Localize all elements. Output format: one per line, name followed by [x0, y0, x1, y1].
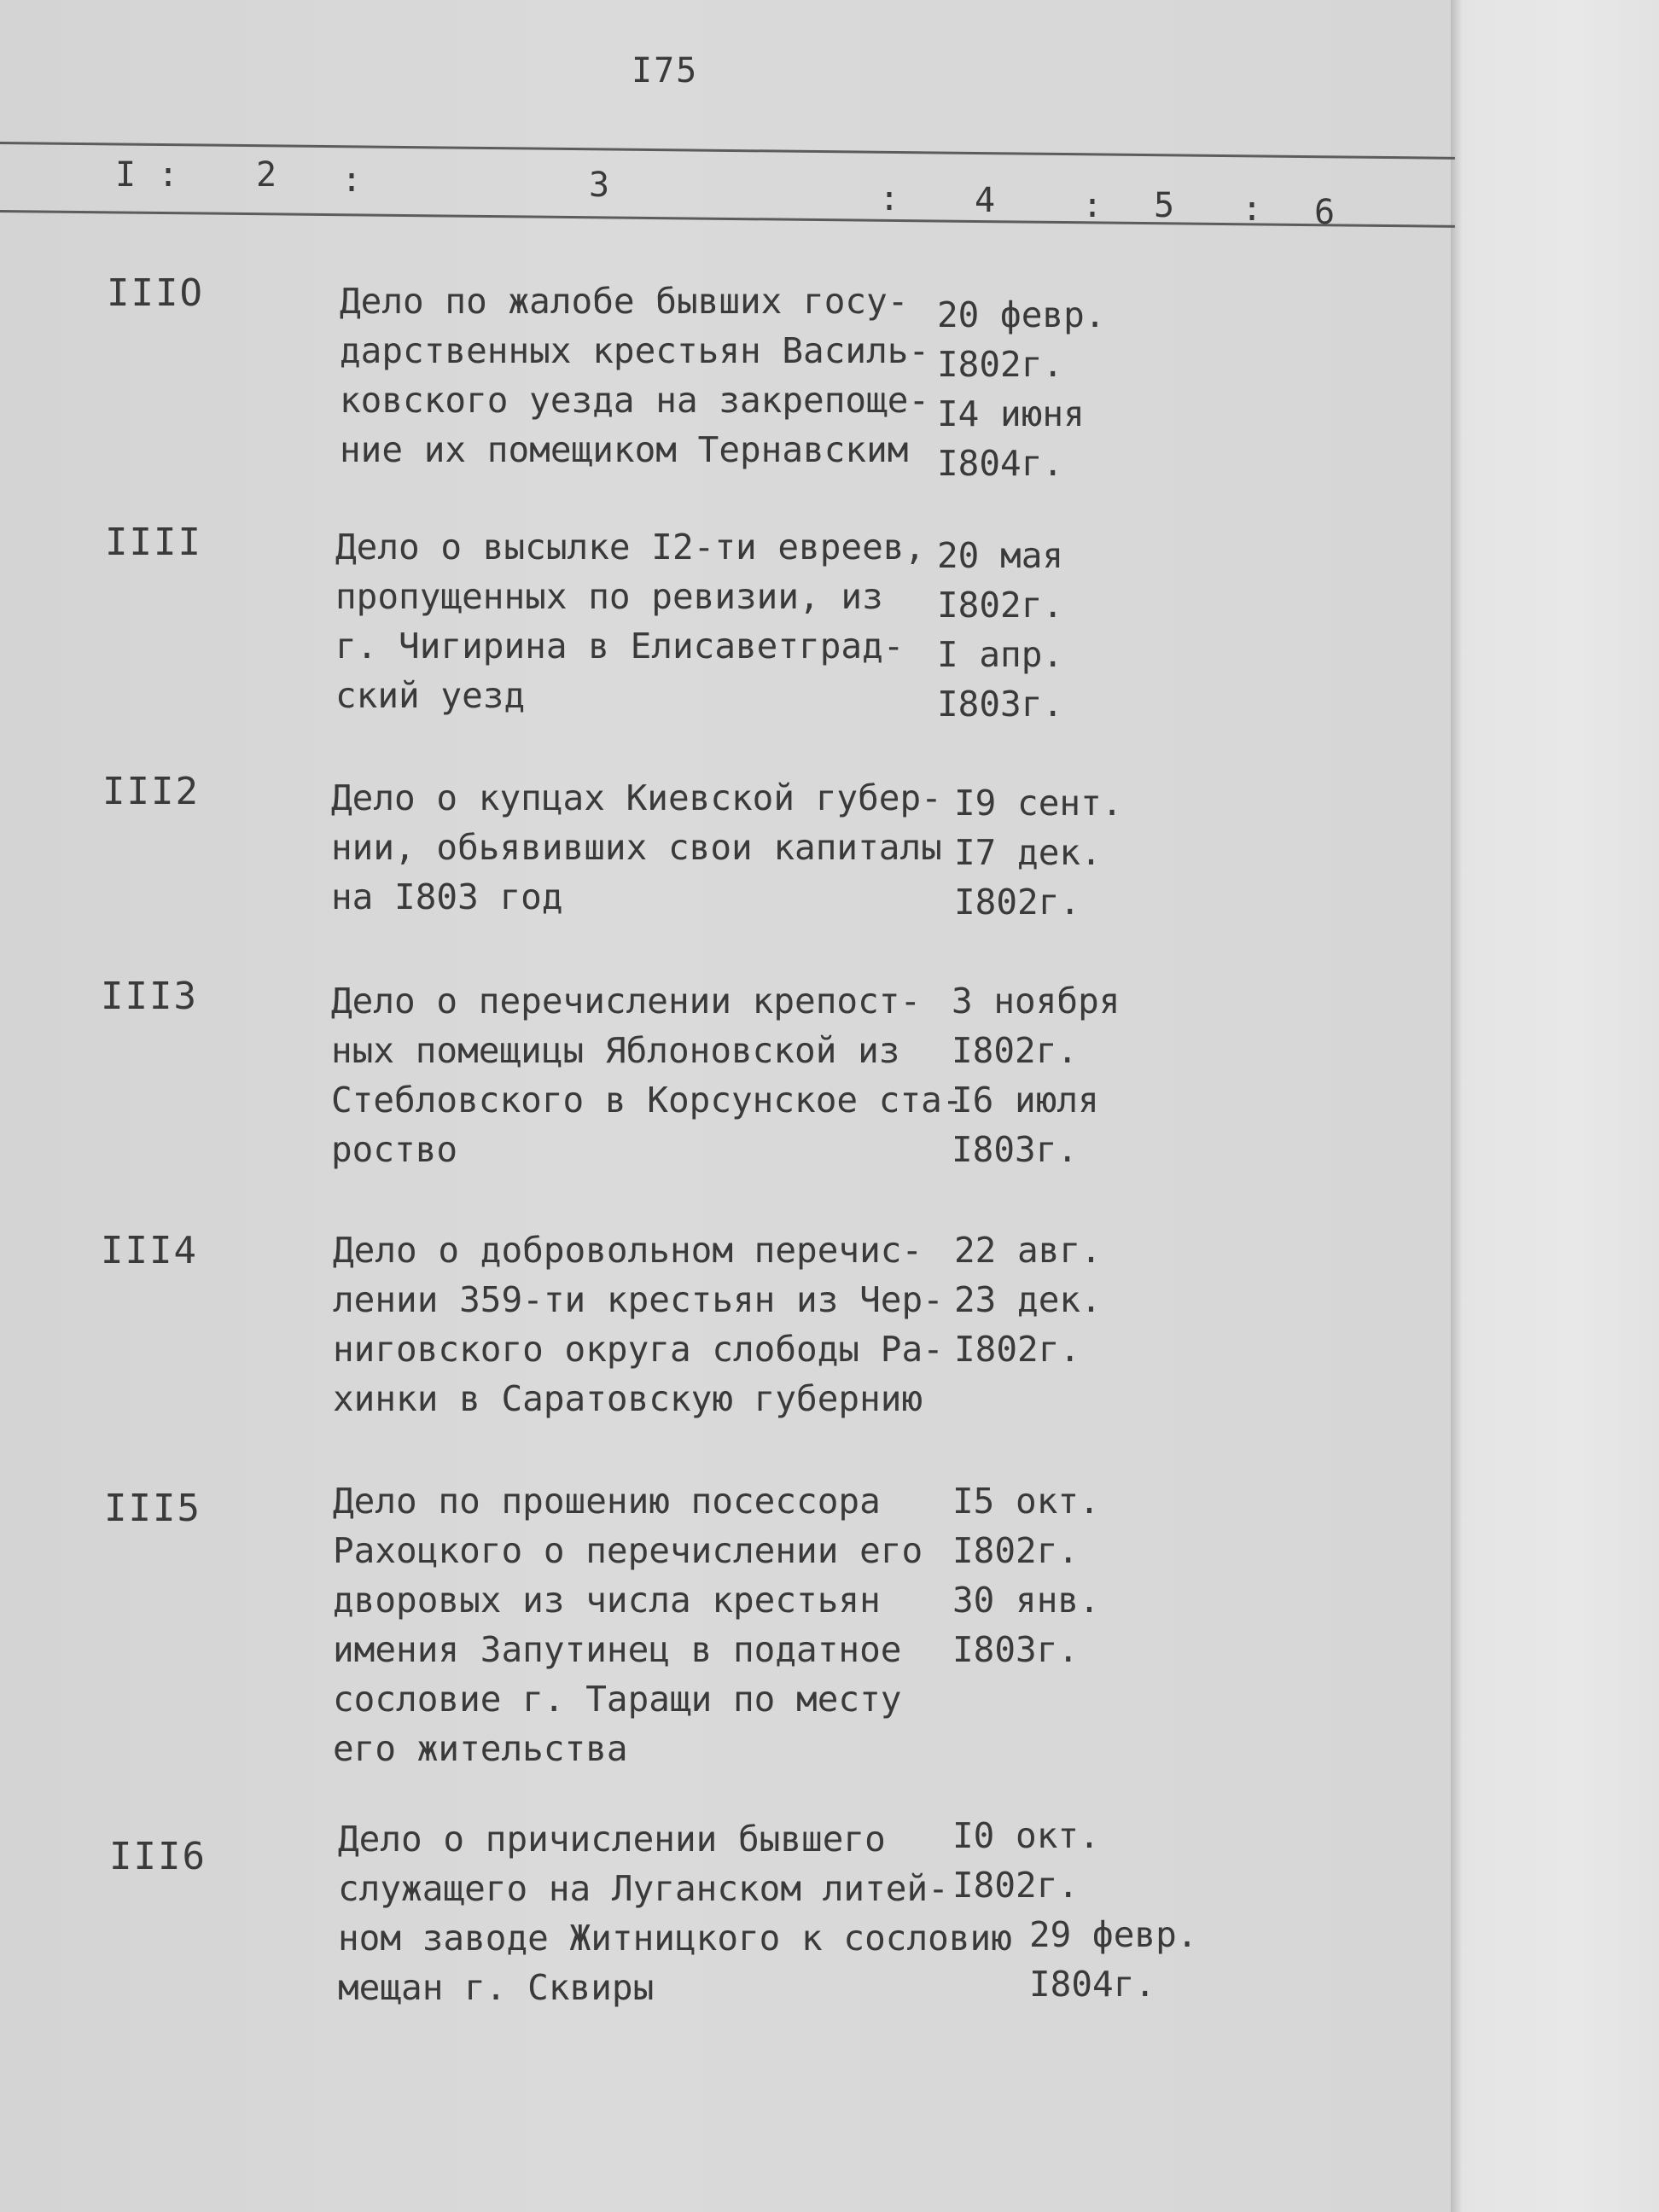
- date-line: I6 июля: [952, 1080, 1099, 1121]
- date-line: I802г.: [954, 882, 1081, 923]
- date-line: I804г.: [937, 443, 1064, 484]
- description-line: ниговского округа слободы Ра-: [333, 1329, 944, 1370]
- column-header-6: 6: [1314, 193, 1336, 232]
- date-line: 30 янв.: [952, 1580, 1100, 1621]
- date-line: I802г.: [952, 1530, 1080, 1571]
- description-line: Дело по жалобе бывших госу-: [340, 281, 909, 322]
- description-line: на I803 год: [331, 876, 563, 917]
- date-line: I803г.: [937, 684, 1064, 725]
- date-line: I802г.: [954, 1329, 1081, 1370]
- description-line: хинки в Саратовскую губернию: [333, 1378, 923, 1419]
- column-separator: :: [1242, 189, 1263, 229]
- description-line: дарственных крестьян Василь-: [340, 330, 930, 371]
- date-line: 3 ноября: [952, 981, 1121, 1022]
- column-separator: :: [158, 155, 179, 195]
- description-line: ных помещицы Яблоновской из: [331, 1030, 900, 1071]
- entry-dates-first: [952, 1811, 1100, 1910]
- column-header-4: 4: [975, 181, 996, 220]
- date-line: I апр.: [937, 634, 1064, 675]
- entry-description: [335, 522, 925, 720]
- date-line: 22 авг.: [954, 1230, 1102, 1271]
- description-line: его жительства: [333, 1728, 628, 1769]
- description-line: Стебловского в Корсунское ста-: [331, 1080, 963, 1121]
- date-line: I802г.: [937, 585, 1064, 626]
- entry-number: III4: [101, 1229, 198, 1272]
- entry-number: III2: [102, 770, 200, 813]
- column-header-3: 3: [589, 166, 610, 205]
- date-line: I804г.: [1029, 1964, 1156, 2005]
- description-line: роство: [331, 1129, 458, 1170]
- description-line: Дело о перечислении крепост-: [331, 981, 922, 1022]
- date-line: 29 февр.: [1029, 1914, 1198, 1955]
- entry-dates-second: [1029, 1910, 1197, 2009]
- description-line: пропущенных по ревизии, из: [335, 576, 883, 617]
- date-line: 20 февр.: [937, 294, 1106, 335]
- entry-description: [340, 276, 929, 474]
- date-line: I803г.: [952, 1629, 1080, 1670]
- entry-dates: [937, 290, 1105, 488]
- description-line: сословие г. Таращи по месту: [333, 1679, 902, 1720]
- date-line: I5 окт.: [952, 1481, 1100, 1522]
- column-separator: :: [879, 179, 900, 218]
- description-line: Дело о причислении бывшего: [338, 1819, 886, 1860]
- description-line: Дело о добровольном перечис-: [333, 1230, 923, 1271]
- description-line: нии, обьявивших свои капиталы: [331, 827, 942, 868]
- date-line: I802г.: [952, 1865, 1080, 1906]
- description-line: ном заводе Житницкого к сословию: [338, 1918, 1012, 1959]
- date-line: 23 дек.: [954, 1279, 1102, 1320]
- entry-description: [331, 976, 963, 1174]
- date-line: I802г.: [952, 1030, 1079, 1071]
- description-line: г. Чигирина в Елисаветград-: [335, 626, 905, 667]
- date-line: I802г.: [937, 344, 1064, 385]
- entry-description: [333, 1476, 923, 1773]
- entry-description: [333, 1225, 944, 1423]
- entry-dates: [954, 778, 1122, 927]
- entry-number: III3: [101, 975, 198, 1018]
- entry-dates: [954, 1225, 1102, 1374]
- description-line: Дело по прошению посессора: [333, 1481, 881, 1522]
- date-line: 20 мая: [937, 535, 1064, 576]
- page-number: I75: [632, 51, 699, 90]
- date-line: I7 дек.: [954, 832, 1102, 873]
- column-separator: :: [1082, 186, 1103, 225]
- entry-number: IIII: [105, 521, 202, 564]
- date-line: I803г.: [952, 1129, 1079, 1170]
- entry-description: [331, 773, 942, 922]
- column-header-5: 5: [1154, 186, 1175, 225]
- date-line: I0 окт.: [952, 1815, 1100, 1856]
- entry-dates: [937, 531, 1063, 729]
- description-line: Дело о купцах Киевской губер-: [331, 777, 942, 818]
- page-edge-shadow: [1451, 0, 1659, 2212]
- description-line: ние их помещиком Тернавским: [340, 429, 909, 470]
- column-header-2: 2: [256, 155, 277, 195]
- description-line: дворовых из числа крестьян: [333, 1580, 881, 1621]
- description-line: ковского уезда на закрепоще-: [340, 380, 930, 421]
- entry-number: III6: [109, 1835, 207, 1878]
- entry-dates: [952, 976, 1120, 1174]
- description-line: имения Запутинец в податное: [333, 1629, 902, 1670]
- entry-dates: [952, 1476, 1100, 1674]
- entry-description: [338, 1814, 1012, 2012]
- entry-number: III5: [104, 1487, 201, 1530]
- entry-number: IIIO: [107, 271, 204, 315]
- column-header-1: I: [115, 155, 137, 195]
- description-line: ский уезд: [335, 675, 526, 716]
- description-line: лении 359-ти крестьян из Чер-: [333, 1279, 944, 1320]
- date-line: I4 июня: [937, 393, 1085, 434]
- description-line: мещан г. Сквиры: [338, 1967, 655, 2008]
- description-line: служащего на Луганском литей-: [338, 1868, 949, 1909]
- column-separator: :: [341, 160, 363, 200]
- date-line: I9 сент.: [954, 783, 1123, 824]
- description-line: Дело о высылке I2-ти евреев,: [335, 527, 926, 568]
- description-line: Рахоцкого о перечислении его: [333, 1530, 923, 1571]
